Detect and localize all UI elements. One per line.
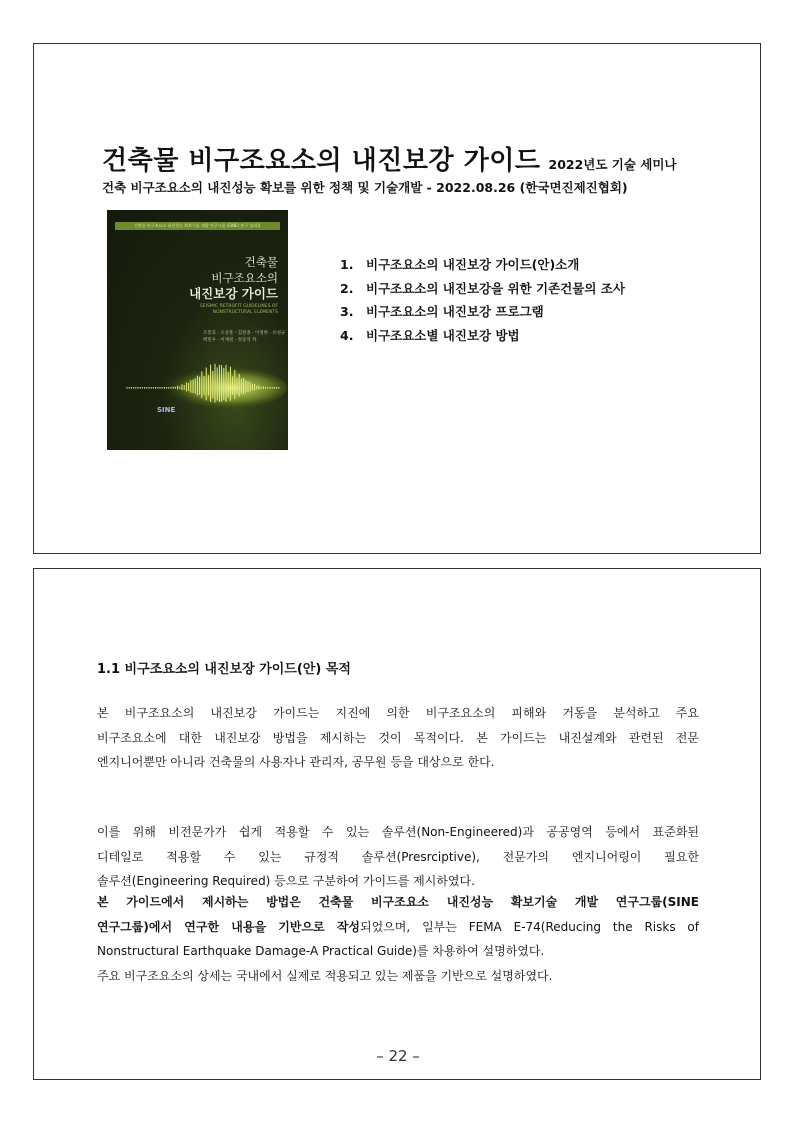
page-number: – 22 – <box>376 1047 420 1065</box>
book-cover-image <box>107 210 288 450</box>
toc-item: 2. 비구조요소의 내진보강을 위한 기존건물의 조사 <box>340 280 625 296</box>
sine-logo: SINE <box>157 406 176 414</box>
toc-item: 1. 비구조요소의 내진보강 가이드(안)소개 <box>340 257 580 272</box>
paragraph-solutions: 이를 위해 비전문가가 쉽게 적용할 수 있는 솔루션(Non-Engineered)과 공공영역 등에서 표준화된 디테일로 적용할 수 있는 규정적 솔루션(Presrciptive), 전문가의 엔지니어링이 필요한 솔루션(Engineering Required) 등으로 구분하여 가이드를 제시하였다. <box>97 825 699 888</box>
section-heading: 1.1 비구조요소의 내진보장 가이드(안) 목적 <box>97 662 351 677</box>
title-suffix: 2022년도 기술 세미나 <box>548 157 677 172</box>
slide-content <box>33 568 761 1080</box>
cover-authors: 조봉호 · 오상훈 · 김원종 · 이정한 · 유성규 백민우 · 이재원 · 정동억 外 <box>203 331 286 343</box>
paragraph-method: 본 가이드에서 제시하는 방법은 건축물 비구조요소 내진성능 확보기술 개발 연구그룹(SINE 연구그룹)에서 연구한 내용을 기반으로 작성되었으며, 일부는 FEMA E-74(Reducing the Risks of Nonstructural Earthquake Damage-A Practical Guide)를 차용하여 설명하였다. 주요 비구조요소의 상세는 국내에서 실제로 적용되고 있는 제품을 기반으로 설명하였다. <box>97 895 699 983</box>
main-title: 건축물 비구조요소의 내진보강 가이드 <box>102 146 541 176</box>
cover-title: 건축물 비구조요소의 내진보강 가이드 <box>189 255 278 301</box>
toc-item: 4. 비구조요소별 내진보강 방법 <box>340 327 520 343</box>
toc-item: 3. 비구조요소의 내진보강 프로그램 <box>340 304 544 319</box>
cover-english-title: SEISMIC RETROFIT GUIDELINES OF NONSTRUCTURAL ELEMENTS <box>199 304 278 315</box>
title-line <box>102 140 677 177</box>
seismic-wave-graphic <box>107 210 288 450</box>
slide-cover <box>33 43 761 554</box>
cover-band: 건축물 비구조요소 내진성능 확보기술 개발 연구그룹 (SINE) 연구 성과물 <box>115 222 280 230</box>
table-of-contents <box>340 255 625 349</box>
subtitle: 건축 비구조요소의 내진성능 확보를 위한 정책 및 기술개발 - 2022.08.26 (한국면진제진협회) <box>102 180 628 195</box>
paragraph-purpose: 본 비구조요소의 내진보강 가이드는 지진에 의한 비구조요소의 피해와 거동을 분석하고 주요 비구조요소에 대한 내진보강 방법을 제시하는 것이 목적이다. 본 가이드는 내진설계와 관련된 전문 엔지니어뿐만 아니라 건축물의 사용자나 관리자, 공무원 등을 대상으로 한다. <box>97 706 699 769</box>
